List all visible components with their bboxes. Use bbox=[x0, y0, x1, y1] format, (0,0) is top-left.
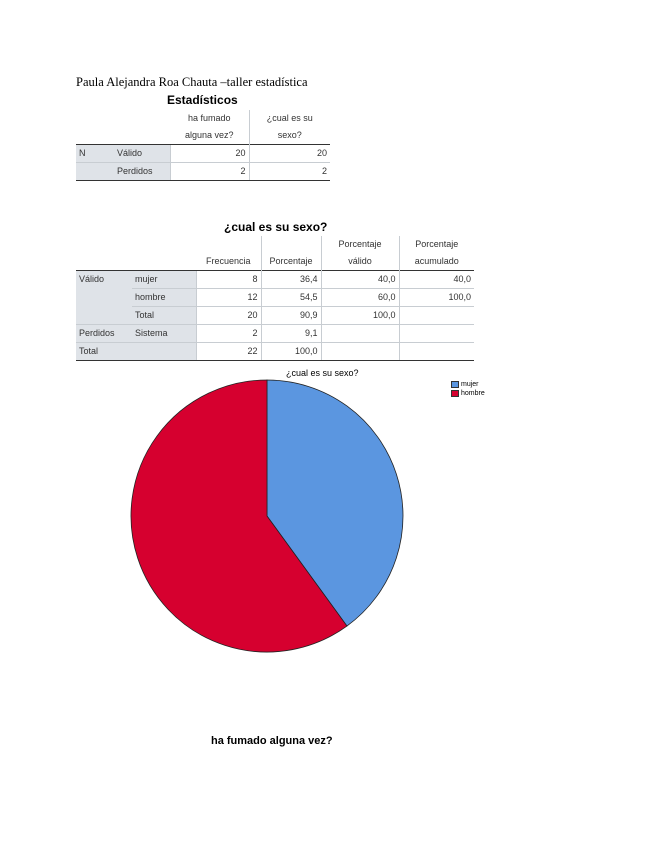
table-row bbox=[76, 325, 474, 343]
legend-item-hombre bbox=[451, 389, 485, 398]
row-label: hombre bbox=[132, 289, 196, 307]
table-cell: 60,0 bbox=[321, 289, 399, 307]
table-cell: 2 bbox=[170, 163, 249, 181]
table-cell: 100,0 bbox=[399, 289, 474, 307]
legend-label: mujer bbox=[461, 381, 479, 388]
row-label: Sistema bbox=[132, 325, 196, 343]
section-title: ha fumado alguna vez? bbox=[211, 735, 333, 747]
row-label: mujer bbox=[132, 271, 196, 289]
row-group-label bbox=[76, 307, 132, 325]
freq-header-row-1 bbox=[76, 236, 474, 253]
table-cell: 20 bbox=[196, 307, 261, 325]
legend-swatch-mujer bbox=[451, 381, 459, 388]
pie-chart-title: ¿cual es su sexo? bbox=[286, 368, 359, 378]
table-row bbox=[76, 307, 474, 325]
freq-table-title: ¿cual es su sexo? bbox=[224, 220, 328, 234]
table-cell: 40,0 bbox=[399, 271, 474, 289]
stats-col-header: ha fumado bbox=[187, 113, 231, 123]
legend-label: hombre bbox=[461, 390, 485, 397]
table-row bbox=[76, 163, 330, 181]
row-group-label: Válido bbox=[76, 271, 132, 289]
author-line: Paula Alejandra Roa Chauta –taller estadística bbox=[76, 75, 308, 89]
freq-col-header: Porcentaje bbox=[399, 236, 474, 253]
stats-table-title: Estadísticos bbox=[167, 93, 238, 107]
pie-legend bbox=[451, 380, 485, 398]
freq-col-header: Porcentaje bbox=[261, 253, 321, 271]
row-label: Total bbox=[132, 307, 196, 325]
row-group-label: N bbox=[76, 145, 114, 163]
table-cell bbox=[321, 325, 399, 343]
legend-swatch-hombre bbox=[451, 390, 459, 397]
table-cell: 22 bbox=[196, 343, 261, 361]
table-cell: 54,5 bbox=[261, 289, 321, 307]
row-label bbox=[132, 343, 196, 361]
stats-col-header: alguna vez? bbox=[184, 130, 234, 140]
table-row bbox=[76, 343, 474, 361]
freq-col-header: Frecuencia bbox=[205, 256, 251, 266]
table-cell: 36,4 bbox=[261, 271, 321, 289]
table-cell: 90,9 bbox=[261, 307, 321, 325]
row-group-label bbox=[76, 163, 114, 181]
stats-col-header: sexo? bbox=[249, 127, 330, 145]
table-cell: 9,1 bbox=[261, 325, 321, 343]
freq-header-row-2 bbox=[76, 253, 474, 271]
stats-col-header: ¿cual es su bbox=[249, 110, 330, 127]
row-group-label: Total bbox=[76, 343, 132, 361]
stats-table bbox=[76, 110, 330, 181]
freq-col-header: acumulado bbox=[399, 253, 474, 271]
table-cell bbox=[399, 325, 474, 343]
table-cell: 100,0 bbox=[321, 307, 399, 325]
pie-chart bbox=[0, 360, 655, 660]
table-cell: 20 bbox=[170, 145, 249, 163]
freq-col-header: válido bbox=[321, 253, 399, 271]
table-cell: 20 bbox=[249, 145, 330, 163]
freq-col-header bbox=[196, 236, 261, 253]
stats-header-row-1 bbox=[76, 110, 330, 127]
freq-col-header bbox=[261, 236, 321, 253]
table-row bbox=[76, 145, 330, 163]
table-cell: 40,0 bbox=[321, 271, 399, 289]
table-cell: 2 bbox=[249, 163, 330, 181]
stats-header-row-2 bbox=[76, 127, 330, 145]
row-label: Válido bbox=[114, 145, 170, 163]
table-cell: 12 bbox=[196, 289, 261, 307]
row-label: Perdidos bbox=[114, 163, 170, 181]
table-cell: 8 bbox=[196, 271, 261, 289]
table-cell bbox=[399, 307, 474, 325]
freq-table bbox=[76, 236, 474, 361]
legend-item-mujer bbox=[451, 380, 485, 389]
table-cell: 100,0 bbox=[261, 343, 321, 361]
table-cell: 2 bbox=[196, 325, 261, 343]
row-group-label bbox=[76, 289, 132, 307]
table-row bbox=[76, 289, 474, 307]
table-row bbox=[76, 271, 474, 289]
row-group-label: Perdidos bbox=[76, 325, 132, 343]
freq-col-header: Porcentaje bbox=[321, 236, 399, 253]
table-cell bbox=[399, 343, 474, 361]
table-cell bbox=[321, 343, 399, 361]
